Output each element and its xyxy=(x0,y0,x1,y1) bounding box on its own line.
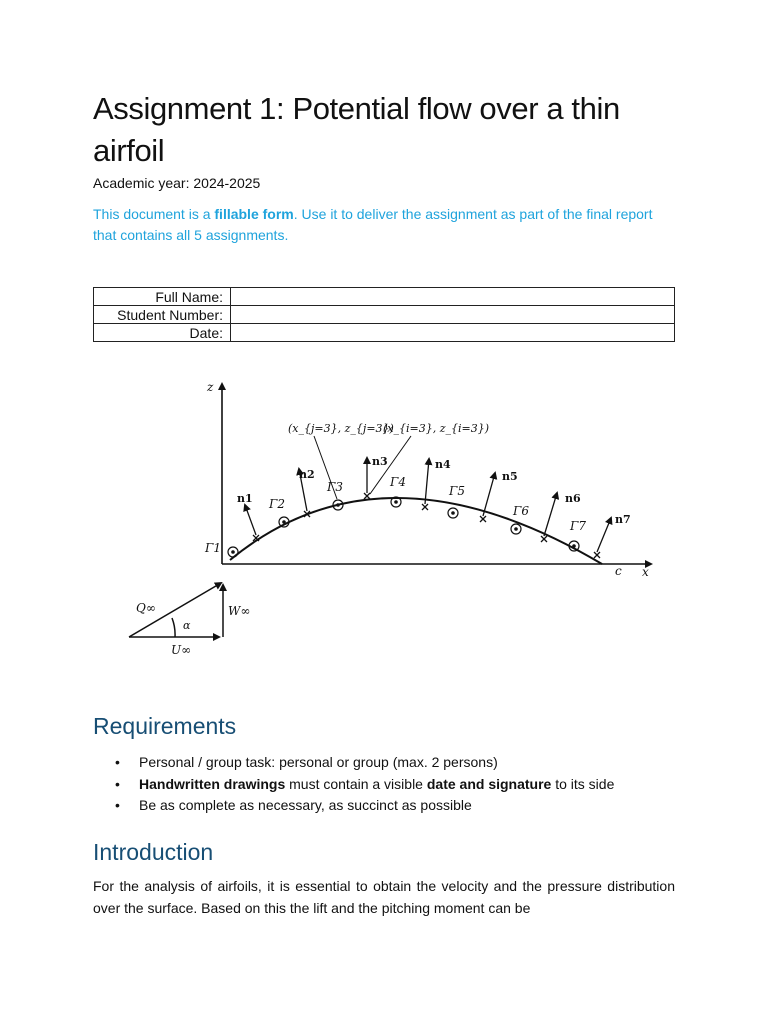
requirement-text: to its side xyxy=(551,775,615,792)
student-number-label: Student Number: xyxy=(94,306,231,324)
requirement-text: Personal / group task: personal or group (max. 2 persons) xyxy=(139,754,498,770)
student-info-table xyxy=(93,287,675,342)
student-number-field[interactable] xyxy=(231,306,675,324)
requirement-bold: Handwritten drawings xyxy=(139,775,286,792)
point-label-i3: (x_{i=3}, z_{i=3}) xyxy=(383,422,490,435)
bullet-icon: • xyxy=(115,754,120,770)
full-name-label: Full Name: xyxy=(94,288,231,306)
requirements-list xyxy=(93,752,614,817)
normal-label-3: n3 xyxy=(372,455,388,468)
normal-label-6: n6 xyxy=(565,492,581,505)
requirements-heading: Requirements xyxy=(93,713,237,739)
gamma-label-1: Γ1 xyxy=(205,541,221,555)
point-label-j3: (x_{j=3}, z_{j=3}) xyxy=(288,422,394,435)
normal-label-1: n1 xyxy=(237,492,253,505)
airfoil-vortex-panel-figure xyxy=(93,372,673,672)
date-row xyxy=(94,324,675,342)
gamma-label-7: Γ7 xyxy=(570,519,586,533)
requirement-text: must contain a visible xyxy=(285,775,427,792)
date-label: Date: xyxy=(94,324,231,342)
requirement-text: Be as complete as necessary, as succinct as possible xyxy=(139,797,472,813)
q-infinity-label: Q∞ xyxy=(136,601,156,615)
alpha-label: α xyxy=(183,619,191,632)
bullet-icon: • xyxy=(115,797,120,813)
gamma-label-4: Γ4 xyxy=(390,475,406,489)
full-name-field[interactable] xyxy=(231,288,675,306)
gamma-label-3: Γ3 xyxy=(327,480,343,494)
student-number-row xyxy=(94,306,675,324)
normal-label-5: n5 xyxy=(502,470,518,483)
x-axis-label: x xyxy=(642,565,649,579)
gamma-label-5: Γ5 xyxy=(449,484,465,498)
full-name-row xyxy=(94,288,675,306)
z-axis-label: z xyxy=(207,380,214,394)
camber-line xyxy=(230,498,602,564)
requirement-bold: date and signature xyxy=(426,775,552,792)
gamma-label-6: Γ6 xyxy=(513,504,529,518)
normal-label-2: n2 xyxy=(299,468,315,481)
list-item xyxy=(93,795,614,817)
list-item xyxy=(93,774,614,796)
introduction-heading: Introduction xyxy=(93,839,214,865)
notice-bold: fillable form xyxy=(214,206,294,222)
notice-text-end: . Use it to deliver the assignment as part of the final report that contains all 5 assignments. xyxy=(93,206,653,243)
introduction-paragraph: For the analysis of airfoils, it is essential to obtain the velocity and the pressure distribution over the surface. Based on this the lift and the pitching moment can be xyxy=(93,878,675,916)
chord-end-label: c xyxy=(615,564,622,578)
page-title: Assignment 1: Potential flow over a thin airfoil xyxy=(93,91,620,168)
date-field[interactable] xyxy=(231,324,675,342)
bullet-icon: • xyxy=(115,775,120,792)
w-infinity-label: W∞ xyxy=(228,604,251,618)
notice-text-start: This document is a xyxy=(93,206,215,222)
list-item xyxy=(93,752,614,774)
normal-label-7: n7 xyxy=(615,513,631,526)
u-infinity-label: U∞ xyxy=(171,643,192,657)
gamma-label-2: Γ2 xyxy=(269,497,285,511)
fillable-form-notice xyxy=(93,204,673,246)
normal-label-4: n4 xyxy=(435,458,451,471)
academic-year: Academic year: 2024-2025 xyxy=(93,175,261,191)
